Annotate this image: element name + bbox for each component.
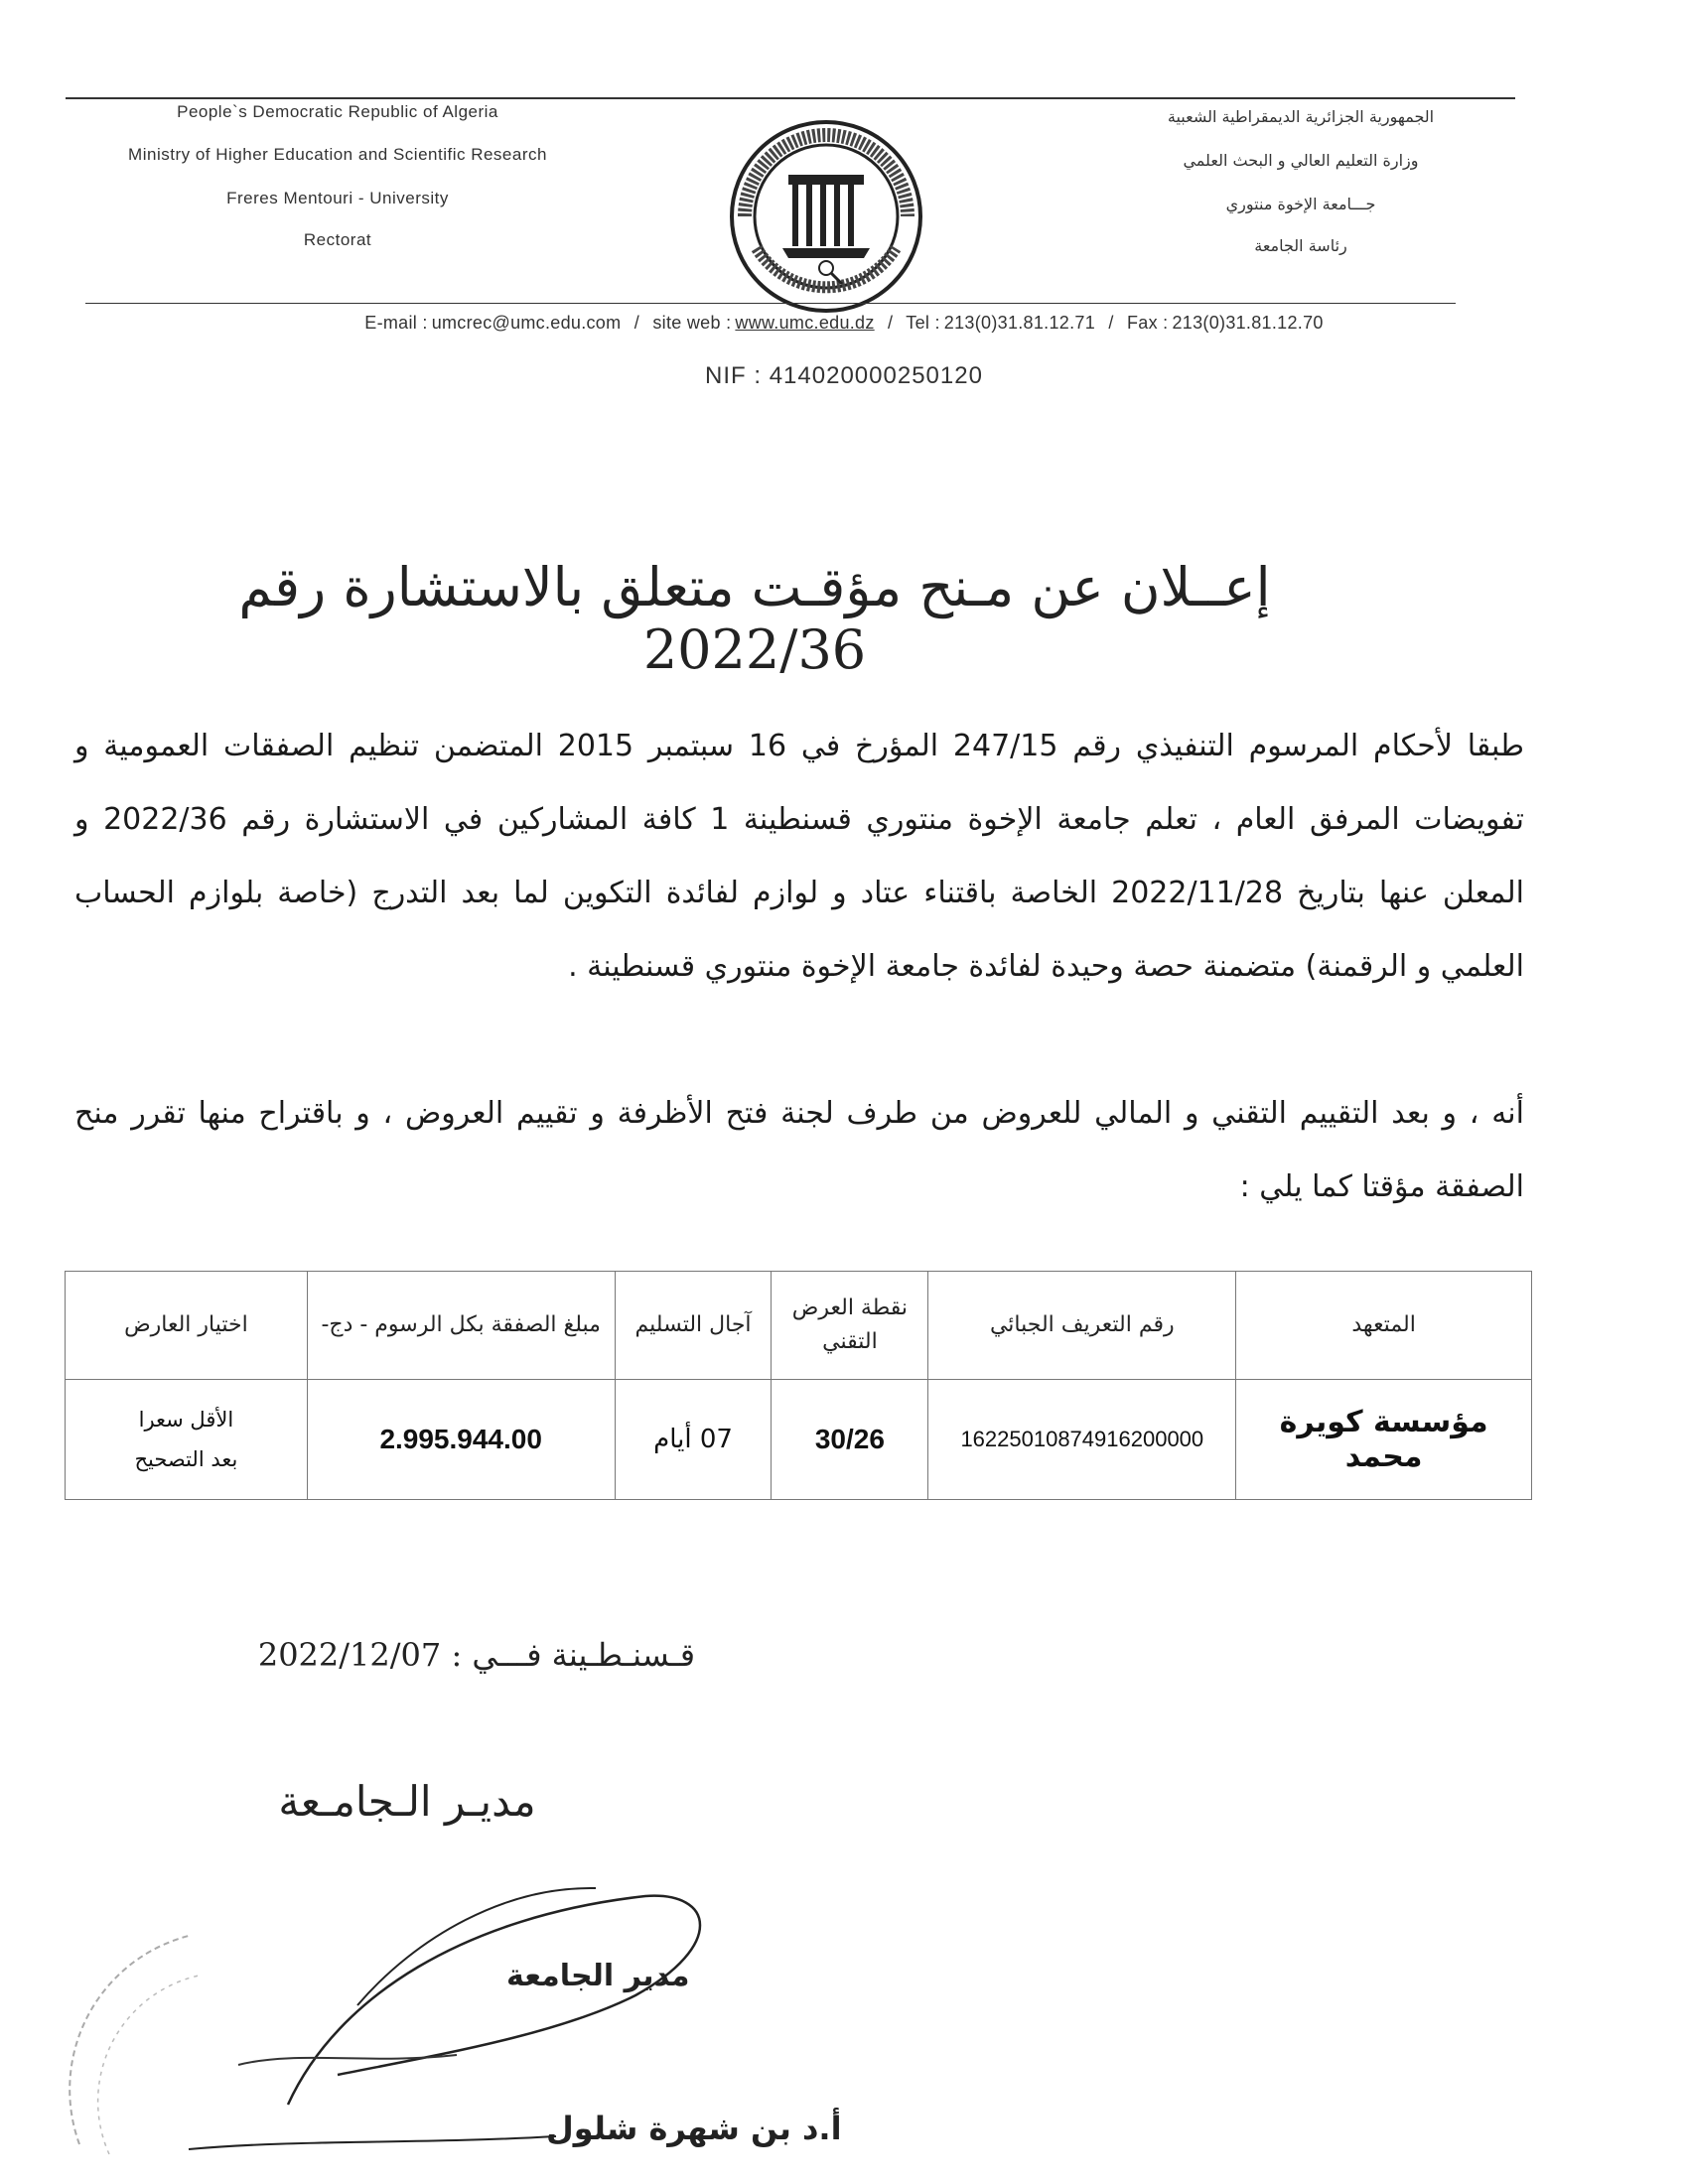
award-table: [65, 1271, 1532, 1500]
cell-tax-id: 16225010874916200000: [928, 1380, 1236, 1500]
header-country-ar: الجمهورية الجزائرية الديمقراطية الشعبية: [1167, 107, 1435, 126]
fax-number: 213(0)31.81.12.70: [1172, 313, 1324, 333]
university-seal-logo: [727, 117, 925, 316]
header-ministry-ar: وزارة التعليم العالي و البحث العلمي: [1183, 151, 1419, 170]
header-presidency-ar: رئاسة الجامعة: [1254, 236, 1347, 255]
header-company: المتعهد: [1236, 1272, 1532, 1380]
email-label: E-mail :: [364, 313, 428, 333]
header-bottom-rule: [85, 303, 1456, 304]
choice-line-2: بعد التصحيح: [134, 1447, 238, 1471]
separator: /: [887, 313, 894, 333]
header-delivery: آجال التسليم: [615, 1272, 772, 1380]
table-header-row: [66, 1272, 1532, 1380]
fax-label: Fax :: [1126, 313, 1169, 333]
site-label: site web :: [652, 313, 732, 333]
website-link[interactable]: www.umc.edu.dz: [735, 313, 875, 333]
director-title: مديـر الـجامـعة: [278, 1777, 536, 1826]
signature-stamp-title: مدير الجامعة: [506, 1959, 690, 1993]
place-and-date: قـسنـطـينة فـــي : 2022/12/07: [257, 1636, 695, 1674]
header-choice: اختيار العارض: [66, 1272, 308, 1380]
signature-stamp-name: أ.د بن شهرة شلول: [546, 2110, 842, 2147]
header-country: People`s Democratic Republic of Algeria: [177, 102, 498, 121]
email-link[interactable]: umcrec@umc.edu.com: [431, 313, 622, 333]
header-tech-score: نقطة العرض التقني: [772, 1272, 928, 1380]
table-row: [66, 1380, 1532, 1500]
cell-tech-score: 30/26: [772, 1380, 928, 1500]
header-top-rule: [66, 97, 1515, 99]
header-university: Freres Mentouri - University: [226, 189, 449, 207]
tel-number: 213(0)31.81.12.71: [943, 313, 1096, 333]
header-tax-id: رقم التعريف الجبائي: [928, 1272, 1236, 1380]
separator: /: [1108, 313, 1114, 333]
cell-delivery: 07 أيام: [615, 1380, 772, 1500]
body-paragraph-decision: أنه ، و بعد التقييم التقني و المالي للعروض من طرف لجنة فتح الأظرفة و تقييم العروض ، و باقتراح منها تقرر منح الصفقة مؤقتا كما يلي :: [74, 1096, 1524, 1204]
header-ministry: Ministry of Higher Education and Scientific Research: [128, 145, 547, 164]
separator: /: [633, 313, 640, 333]
cell-company: مؤسسة كويرة محمد: [1236, 1380, 1532, 1500]
nif-number: NIF : 414020000250120: [705, 362, 983, 389]
header-amount: مبلغ الصفقة بكل الرسوم - دج-: [307, 1272, 615, 1380]
signature-stamp: [40, 1876, 842, 2174]
announcement-title: إعــلان عن مـنح مؤقـت متعلق بالاستشارة رقم 2022/36: [238, 556, 1271, 681]
tel-label: Tel :: [906, 313, 940, 333]
contact-line: [0, 313, 1688, 334]
header-university-ar: جـــامعة الإخوة منتوري: [1225, 195, 1376, 213]
cell-amount: 2.995.944.00: [307, 1380, 615, 1500]
cell-choice: [66, 1380, 308, 1500]
header-rectorat: Rectorat: [303, 230, 372, 249]
choice-line-1: الأقل سعرا: [138, 1408, 234, 1432]
body-paragraph-legal-basis: طبقا لأحكام المرسوم التنفيذي رقم 247/15 المؤرخ في 16 سبتمبر 2015 المتضمن تنظيم الصفقات العمومية و تفويضات المرفق العام ، تعلم جامعة الإخوة منتوري قسنطينة 1 كافة المشاركين في الاستشارة رقم 2022/36 و المعلن عنها بتاريخ 2022/11/28 الخاصة باقتناء عتاد و لوازم لفائدة التكوين لما بعد التدرج (خاصة بلوازم الحساب العلمي و الرقمنة) متضمنة حصة وحيدة لفائدة جامعة الإخوة منتوري قسنطينة .: [74, 729, 1525, 984]
